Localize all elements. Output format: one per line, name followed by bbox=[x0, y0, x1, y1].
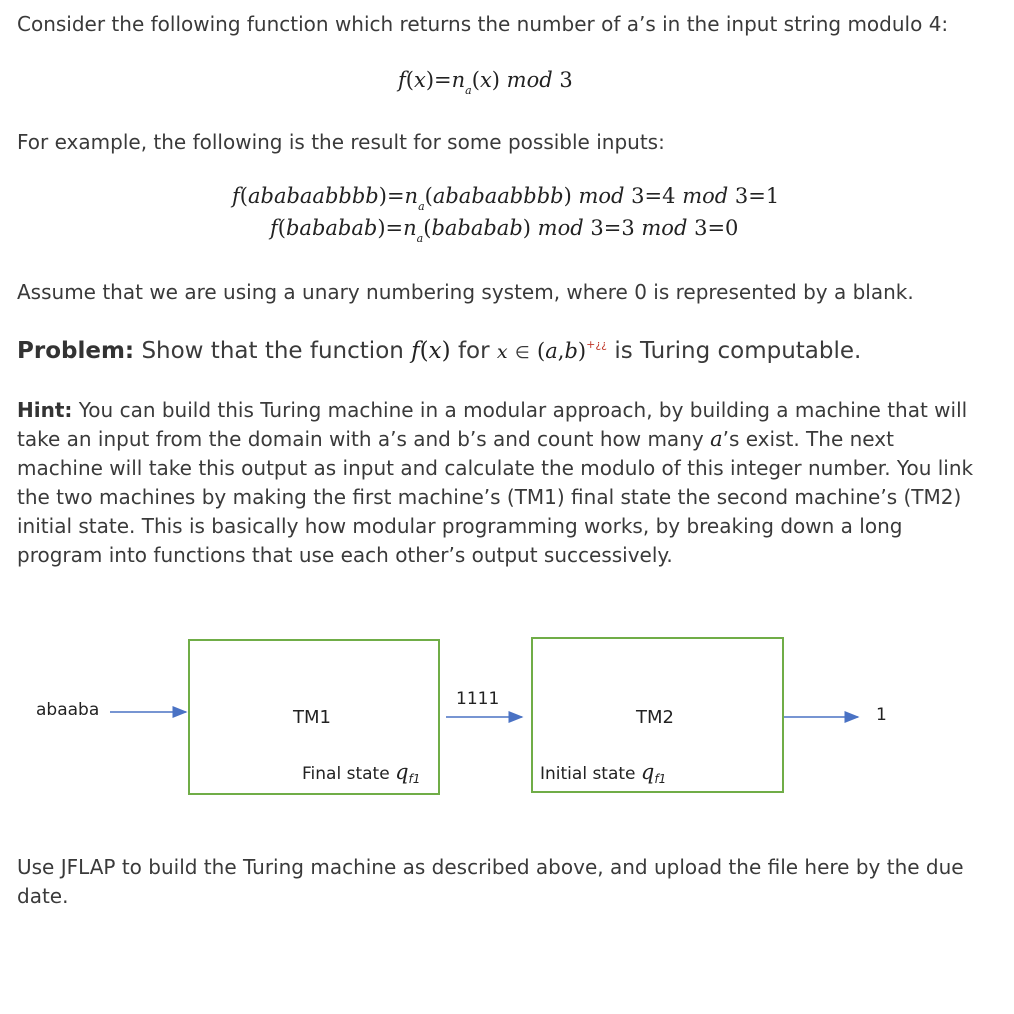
tm2-label: TM2 bbox=[636, 707, 674, 728]
intro-text: Consider the following function which returns the number of a’s in the input string modulo 4: bbox=[17, 12, 949, 36]
main-formula: $f(x)=n_a(x)$ mod 3 bbox=[398, 68, 573, 97]
hint-paragraph: Hint: You can build this Turing machine in a modular approach, by building a machine that will take an input from the domain with a’s and b’s and count how many a’s exist. The next machine will take this output as input and calculate the modulo of this integer number. You link the two machines by making the first machine’s (TM1) final state the second machine’s (TM2) initial state. This is basically how modular programming works, by breaking down a long program into functions that use each other’s output successively. bbox=[17, 398, 974, 567]
problem-statement: Problem: Show that the function f(x) for x ∈ (a,b)+¿¿ is Turing computable. bbox=[17, 338, 862, 364]
hint-label: Hint: bbox=[17, 398, 73, 422]
output-label: 1 bbox=[876, 705, 887, 725]
tm2-initial-state: Initial state $q_{f1}$ bbox=[540, 760, 667, 786]
input-label: abaaba bbox=[36, 700, 100, 720]
problem-label: Problem: bbox=[17, 338, 135, 364]
tm2-box bbox=[531, 637, 784, 793]
tm1-box bbox=[188, 639, 440, 795]
example-line-2: $f(bababab)=n_a(bababab)$ mod 3=3 mod 3=0 bbox=[270, 216, 739, 245]
example-intro: For example, the following is the result for some possible inputs: bbox=[17, 130, 665, 154]
middle-label: 1111 bbox=[456, 689, 500, 709]
tm1-final-state: Final state $q_{f1}$ bbox=[302, 760, 421, 786]
example-line-1: $f(ababaabbbb)=n_a(ababaabbbb)$ mod 3=4 mod 3=1 bbox=[232, 184, 780, 213]
tm1-label: TM1 bbox=[293, 707, 331, 728]
unary-note: Assume that we are using a unary numbering system, where 0 is represented by a blank. bbox=[17, 280, 914, 304]
footer-text: Use JFLAP to build the Turing machine as described above, and upload the file here by the due date. bbox=[17, 855, 964, 908]
